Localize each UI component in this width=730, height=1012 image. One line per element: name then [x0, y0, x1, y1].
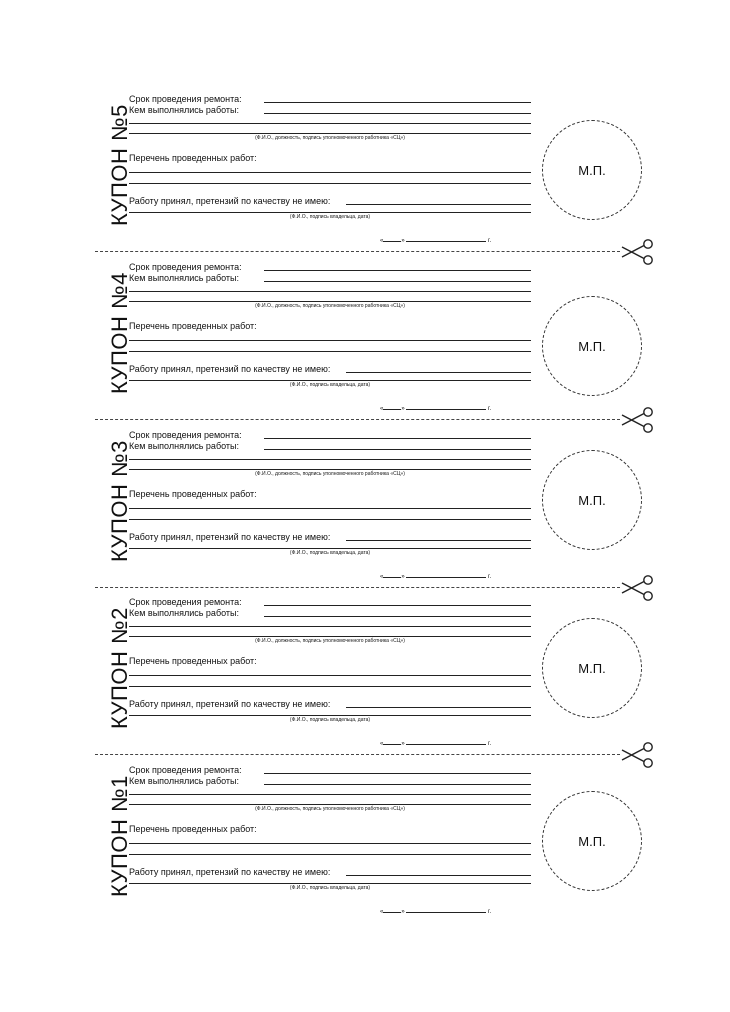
performer-caption: (Ф.И.О., должность, подпись уполномоченного работника «СЦ»)	[255, 638, 405, 644]
stamp-placeholder: М.П.	[542, 120, 642, 220]
owner-caption: (Ф.И.О., подпись владельца, дата)	[289, 717, 371, 723]
works-list-field-line-1[interactable]	[129, 172, 531, 173]
coupon-title: КУПОН №1	[107, 775, 132, 897]
date-close-quote: »	[401, 238, 405, 244]
works-list-field-line-1[interactable]	[129, 508, 531, 509]
performed-by-field-line-3[interactable]	[129, 636, 531, 637]
performer-caption: (Ф.И.О., должность, подпись уполномоченного работника «СЦ»)	[255, 806, 405, 812]
cut-line	[95, 754, 620, 755]
stamp-placeholder: М.П.	[542, 450, 642, 550]
date-day-blank[interactable]	[383, 738, 401, 745]
coupon-5	[0, 90, 730, 250]
works-list-field-line-1[interactable]	[129, 340, 531, 341]
works-list-field-line-2[interactable]	[129, 351, 531, 352]
performed-by-field[interactable]	[264, 113, 531, 114]
coupon-4	[0, 258, 730, 418]
performed-by-field-line-2[interactable]	[129, 794, 531, 795]
performed-by-field[interactable]	[264, 449, 531, 450]
stamp-placeholder: М.П.	[542, 791, 642, 891]
repair-period-field[interactable]	[264, 102, 531, 103]
coupon-title: КУПОН №5	[107, 104, 132, 226]
acceptance-label: Работу принял, претензий по качеству не имею:	[129, 196, 331, 206]
coupon-2	[0, 593, 730, 753]
coupon-title: КУПОН №4	[107, 272, 132, 394]
performed-by-field[interactable]	[264, 281, 531, 282]
works-list-field-line-2[interactable]	[129, 519, 531, 520]
acceptance-field[interactable]	[346, 372, 531, 373]
repair-period-label: Срок проведения ремонта:	[129, 597, 242, 607]
date-field[interactable]	[380, 906, 530, 916]
date-year-suffix: г.	[488, 574, 492, 580]
date-month-blank[interactable]	[406, 403, 486, 410]
date-open-quote: «	[380, 574, 384, 580]
date-year-suffix: г.	[488, 741, 492, 747]
acceptance-label: Работу принял, претензий по качеству не имею:	[129, 867, 331, 877]
acceptance-field-line-2[interactable]	[129, 883, 531, 884]
coupon-1	[0, 761, 730, 921]
cut-line	[95, 419, 620, 420]
repair-period-field[interactable]	[264, 438, 531, 439]
date-year-suffix: г.	[488, 909, 492, 915]
performed-by-field-line-3[interactable]	[129, 133, 531, 134]
performed-by-field-line-2[interactable]	[129, 291, 531, 292]
acceptance-label: Работу принял, претензий по качеству не имею:	[129, 532, 331, 542]
performed-by-field[interactable]	[264, 616, 531, 617]
date-field[interactable]	[380, 738, 530, 748]
cut-line	[95, 587, 620, 588]
owner-caption: (Ф.И.О., подпись владельца, дата)	[289, 382, 371, 388]
date-open-quote: «	[380, 406, 384, 412]
performed-by-label: Кем выполнялись работы:	[129, 608, 239, 618]
performed-by-field-line-2[interactable]	[129, 459, 531, 460]
acceptance-label: Работу принял, претензий по качеству не имею:	[129, 364, 331, 374]
works-list-label: Перечень проведенных работ:	[129, 824, 257, 834]
works-list-label: Перечень проведенных работ:	[129, 321, 257, 331]
coupon-title: КУПОН №2	[107, 607, 132, 729]
date-close-quote: »	[401, 406, 405, 412]
repair-period-field[interactable]	[264, 605, 531, 606]
date-field[interactable]	[380, 571, 530, 581]
stamp-placeholder: М.П.	[542, 618, 642, 718]
performed-by-label: Кем выполнялись работы:	[129, 105, 239, 115]
date-open-quote: «	[380, 238, 384, 244]
acceptance-field[interactable]	[346, 204, 531, 205]
repair-period-field[interactable]	[264, 773, 531, 774]
date-month-blank[interactable]	[406, 235, 486, 242]
owner-caption: (Ф.И.О., подпись владельца, дата)	[289, 214, 371, 220]
performed-by-label: Кем выполнялись работы:	[129, 776, 239, 786]
date-year-suffix: г.	[488, 406, 492, 412]
acceptance-label: Работу принял, претензий по качеству не имею:	[129, 699, 331, 709]
works-list-label: Перечень проведенных работ:	[129, 153, 257, 163]
repair-period-label: Срок проведения ремонта:	[129, 765, 242, 775]
performer-caption: (Ф.И.О., должность, подпись уполномоченного работника «СЦ»)	[255, 135, 405, 141]
works-list-field-line-2[interactable]	[129, 183, 531, 184]
performed-by-label: Кем выполнялись работы:	[129, 441, 239, 451]
performed-by-field-line-2[interactable]	[129, 123, 531, 124]
coupon-3	[0, 426, 730, 586]
date-month-blank[interactable]	[406, 906, 486, 913]
date-day-blank[interactable]	[383, 403, 401, 410]
works-list-field-line-2[interactable]	[129, 854, 531, 855]
repair-period-label: Срок проведения ремонта:	[129, 430, 242, 440]
stamp-placeholder: М.П.	[542, 296, 642, 396]
owner-caption: (Ф.И.О., подпись владельца, дата)	[289, 550, 371, 556]
acceptance-field-line-2[interactable]	[129, 548, 531, 549]
works-list-label: Перечень проведенных работ:	[129, 489, 257, 499]
performer-caption: (Ф.И.О., должность, подпись уполномоченного работника «СЦ»)	[255, 303, 405, 309]
repair-period-label: Срок проведения ремонта:	[129, 262, 242, 272]
works-list-label: Перечень проведенных работ:	[129, 656, 257, 666]
date-month-blank[interactable]	[406, 571, 486, 578]
acceptance-field-line-2[interactable]	[129, 380, 531, 381]
works-list-field-line-1[interactable]	[129, 675, 531, 676]
cut-line	[95, 251, 620, 252]
performed-by-field-line-3[interactable]	[129, 469, 531, 470]
acceptance-field-line-2[interactable]	[129, 212, 531, 213]
date-day-blank[interactable]	[383, 235, 401, 242]
repair-period-label: Срок проведения ремонта:	[129, 94, 242, 104]
performed-by-field[interactable]	[264, 784, 531, 785]
repair-period-field[interactable]	[264, 270, 531, 271]
performed-by-field-line-2[interactable]	[129, 626, 531, 627]
performed-by-field-line-3[interactable]	[129, 804, 531, 805]
coupon-title: КУПОН №3	[107, 440, 132, 562]
date-close-quote: »	[401, 909, 405, 915]
date-month-blank[interactable]	[406, 738, 486, 745]
acceptance-field[interactable]	[346, 540, 531, 541]
date-day-blank[interactable]	[383, 571, 401, 578]
date-field[interactable]	[380, 235, 530, 245]
performed-by-field-line-3[interactable]	[129, 301, 531, 302]
date-year-suffix: г.	[488, 238, 492, 244]
works-list-field-line-2[interactable]	[129, 686, 531, 687]
works-list-field-line-1[interactable]	[129, 843, 531, 844]
owner-caption: (Ф.И.О., подпись владельца, дата)	[289, 885, 371, 891]
date-open-quote: «	[380, 909, 384, 915]
acceptance-field[interactable]	[346, 875, 531, 876]
acceptance-field-line-2[interactable]	[129, 715, 531, 716]
date-close-quote: »	[401, 574, 405, 580]
date-close-quote: »	[401, 741, 405, 747]
date-open-quote: «	[380, 741, 384, 747]
performed-by-label: Кем выполнялись работы:	[129, 273, 239, 283]
date-field[interactable]	[380, 403, 530, 413]
performer-caption: (Ф.И.О., должность, подпись уполномоченного работника «СЦ»)	[255, 471, 405, 477]
date-day-blank[interactable]	[383, 906, 401, 913]
acceptance-field[interactable]	[346, 707, 531, 708]
